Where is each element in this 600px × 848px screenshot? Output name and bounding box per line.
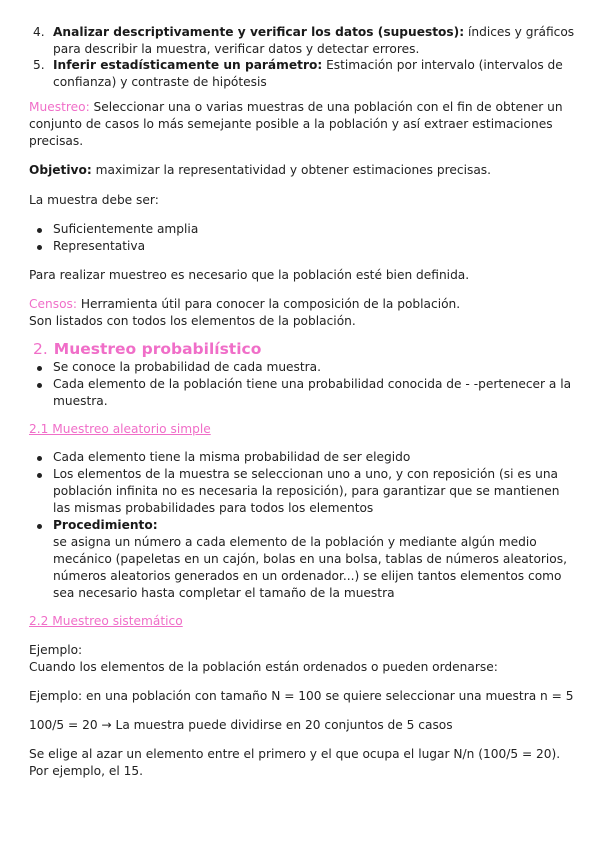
muestreo-label: Muestreo: (29, 100, 90, 114)
procedimiento-text: se asigna un número a cada elemento de la población y mediante algún medio mecánico (papeletas en un cajón, bolas en una bolsa, tablas de números aleatorios, números aleatorios generados en un ordenador...) se elijen tantos elementos como sea necesario hasta completar el tamaño de la muestra (53, 535, 567, 600)
procedimiento-label: Procedimiento: (53, 518, 158, 532)
list-item (29, 57, 579, 90)
ejemplo2-text: Ejemplo: en una población con tamaño N = 100 se quiere seleccionar una muestra n = 5 (29, 689, 574, 703)
list-item-bold: Inferir estadísticamente un parámetro: (53, 58, 323, 72)
censos-text: Herramienta útil para conocer la composición de la población. (77, 297, 461, 311)
objetivo-label: Objetivo: (29, 163, 92, 177)
list-item-text: Estimación por intervalo (intervalos de confianza) y contraste de hipótesis (53, 58, 563, 89)
muestreo-paragraph (29, 99, 579, 150)
section-heading (29, 339, 579, 359)
calc-text: 100/5 = 20 → La muestra puede dividirse en 20 conjuntos de 5 casos (29, 718, 453, 732)
poblacion-definida-text: Para realizar muestreo es necesario que la población esté bien definida. (29, 268, 470, 282)
list-item: Cada elemento de la población tiene una probabilidad conocida de - -pertenecer a la muestra. (29, 376, 579, 410)
censos-line2: Son listados con todos los elementos de la población. (29, 314, 356, 328)
censos-label: Censos: (29, 297, 77, 311)
list-number: 5. (33, 58, 45, 72)
subsection-title[interactable]: 2.1 Muestreo aleatorio simple (29, 422, 211, 436)
section-number: 2. (33, 340, 48, 358)
objetivo-paragraph (29, 162, 579, 179)
ejemplo-text: Cuando los elementos de la población están ordenados o pueden ordenarse: (29, 660, 498, 674)
document-page (29, 24, 579, 780)
list-item-bold: Analizar descriptivamente y verificar los datos (supuestos): (53, 25, 465, 39)
sub21-list (29, 449, 579, 602)
muestra-list (29, 221, 579, 255)
list-item (29, 24, 579, 57)
section-title: Muestreo probabilístico (53, 340, 262, 358)
ejemplo-label: Ejemplo: (29, 643, 83, 657)
numbered-list (29, 24, 579, 90)
azar-text: Se elige al azar un elemento entre el primero y el que ocupa el lugar N/n (100/5 = 20). Por ejemplo, el 15. (29, 747, 561, 778)
list-item-text: índices y gráficos para describir la muestra, verificar datos y detectar errores. (53, 25, 575, 56)
censos-paragraph (29, 296, 579, 313)
list-item: Suficientemente amplia (29, 221, 579, 238)
list-item: Los elementos de la muestra se seleccionan uno a uno, y con reposición (si es una población infinita no es necesaria la reposición), para garantizar que se mantienen las mismas probabilidades para todos los elementos (29, 466, 579, 517)
list-item (29, 517, 579, 602)
muestra-debe-text: La muestra debe ser: (29, 193, 159, 207)
objetivo-text: maximizar la representatividad y obtener estimaciones precisas. (91, 163, 492, 177)
list-item: Representativa (29, 238, 579, 255)
subsection-title[interactable]: 2.2 Muestreo sistemático (29, 614, 183, 628)
muestreo-text: Seleccionar una o varias muestras de una población con el fin de obtener un conjunto de casos lo más semejante posible a la población y así extraer estimaciones precisas. (29, 100, 563, 148)
list-item: Cada elemento tiene la misma probabilidad de ser elegido (29, 449, 579, 466)
list-item: Se conoce la probabilidad de cada muestra. (29, 359, 579, 376)
list-number: 4. (33, 25, 45, 39)
section2-list (29, 359, 579, 410)
